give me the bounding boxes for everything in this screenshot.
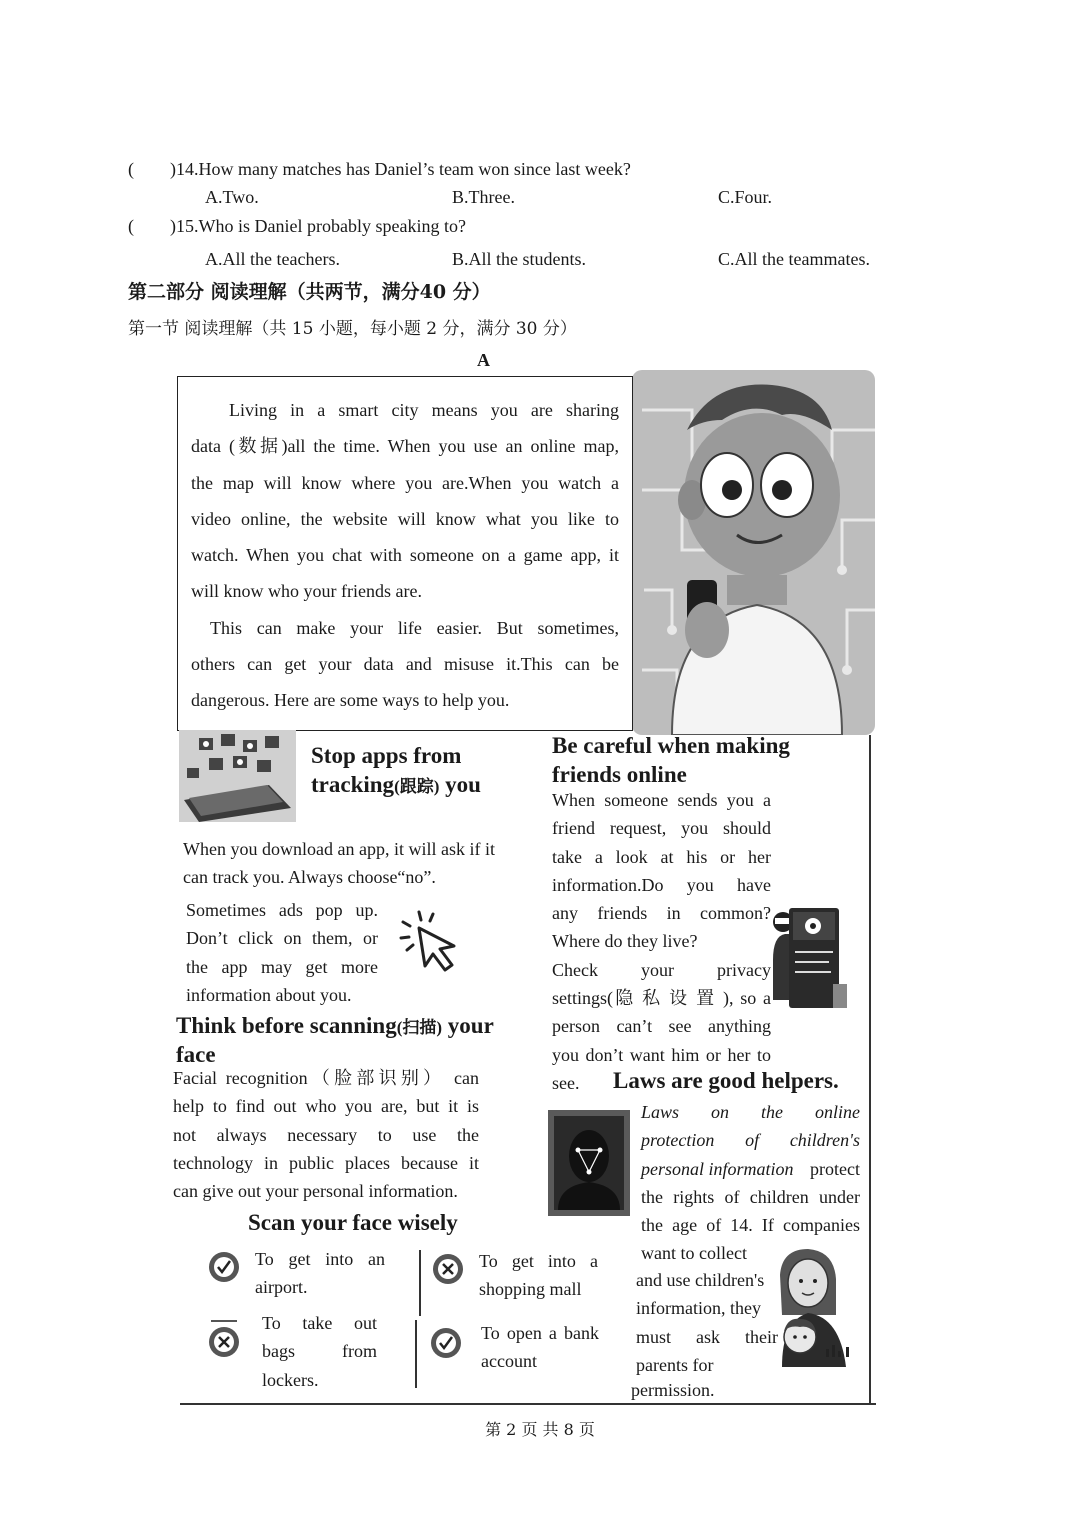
scan-item-airport [255, 1245, 385, 1302]
laws-line: permission. [631, 1380, 715, 1400]
divider [415, 1320, 417, 1388]
laws-line: must ask their [636, 1327, 778, 1347]
scan-item-line: shopping mall [479, 1279, 582, 1300]
intro-line: the map will know where you are.When you watch a [191, 472, 619, 493]
q14-option-a: A.Two. [205, 187, 259, 207]
friends-line: person can’t see anything [552, 1016, 771, 1037]
friends-title-text: Be careful when making [552, 733, 790, 758]
laws-text [641, 1183, 860, 1240]
laws-italic-line: Laws on the online [641, 1102, 860, 1122]
intro-line: This can make your life easier. But sometimes, [210, 617, 619, 638]
tracking-para2-line: information about you. [186, 984, 352, 1005]
scan-item-line: airport. [255, 1277, 308, 1298]
laws-italic-line: personal information [641, 1159, 794, 1179]
friends-line: When someone sends you a [552, 790, 771, 810]
scanning-title-line2: face [176, 1042, 216, 1067]
tracking-title-cn: (跟踪) [394, 777, 440, 796]
scanning-text [173, 1064, 479, 1205]
laws-mixed-line [641, 1155, 860, 1183]
laws-line: want to collect [641, 1243, 747, 1263]
q15-text: 15.Who is Daniel probably speaking to? [176, 216, 466, 236]
tracking-para2-line: Sometimes ads pop up. [186, 900, 378, 920]
tracking-title-line2 [311, 770, 481, 801]
tracking-para2-line: Don’t click on them, or [186, 928, 378, 949]
tracking-para1-line: When you download an app, it will ask if it [183, 839, 495, 859]
parent-child-illustration [774, 1245, 858, 1367]
scanning-line: can give out your personal information. [173, 1181, 458, 1202]
laws-italic-line: protection of children's [641, 1130, 860, 1151]
face-scan-image [548, 1110, 630, 1216]
intro-line: watch. When you chat with someone on a game app, it [191, 545, 619, 566]
check-icon [207, 1250, 241, 1284]
q14-stem [170, 155, 631, 183]
q15-option-b: B.All the students. [452, 249, 586, 269]
laws-line: the age of 14. If companies [641, 1215, 860, 1236]
cursor-click-icon [397, 908, 465, 976]
page-number: 第 2 页 共 8 页 [485, 1420, 595, 1439]
friends-line: any friends in common? [552, 903, 771, 924]
friends-line: Where do they live? [552, 931, 698, 952]
friends-line: take a look at his or her [552, 846, 771, 867]
boy-with-phone-illustration [632, 370, 875, 735]
scan-item-line: To get into an [255, 1249, 385, 1269]
passage-label: A [477, 350, 490, 370]
part-title: 第二部分 阅读理解（共两节，满分40 分） [128, 281, 491, 303]
scanning-title-a: Think before scanning [176, 1013, 397, 1038]
friends-text [552, 786, 771, 1097]
q14-option-c: C.Four. [718, 187, 773, 207]
apps-tablet-image [179, 730, 296, 822]
q15-option-a: A.All the teachers. [205, 249, 340, 269]
scan-item-line: bags from [262, 1341, 377, 1362]
intro-text [191, 392, 619, 719]
scanning-title-cn: (扫描) [396, 1018, 443, 1037]
q14-text: 14.How many matches has Daniel’s team won since last week? [176, 159, 631, 179]
friends-line: you don’t want him or her to [552, 1044, 771, 1065]
scan-item-line: To get into a [479, 1251, 598, 1271]
scan-item-bank [481, 1319, 599, 1376]
cross-icon [207, 1318, 241, 1358]
scan-item-line: To take out [262, 1313, 377, 1333]
laws-line: and use children's [636, 1270, 765, 1290]
scanning-title-line1 [176, 1011, 494, 1042]
tracking-para2-line: the app may get more [186, 956, 378, 977]
intro-line: data (数据)all the time. When you use an online map, [191, 436, 619, 457]
laws-line: parents for [636, 1355, 714, 1375]
scan-item-line: To open a bank [481, 1323, 599, 1343]
friends-title-line2: friends online [552, 762, 687, 787]
q15-stem [170, 212, 466, 240]
laws-tail: protect [810, 1159, 860, 1179]
tracking-title-line1: Stop apps from [311, 743, 462, 768]
friends-line: information.Do you have [552, 874, 771, 895]
scan-wisely-title: Scan your face wisely [248, 1210, 458, 1235]
section-subtitle: 第一节 阅读理解（共 15 小题，每小题 2 分，满分 30 分） [128, 319, 577, 339]
laws-line-wrap [636, 1323, 778, 1351]
laws-italic-text [641, 1098, 860, 1155]
tracking-para2 [186, 896, 378, 1009]
scanning-line: technology in public places because it [173, 1152, 479, 1173]
friends-line: Check your privacy [552, 959, 771, 980]
q15-paren: ( [128, 216, 134, 236]
laws-title: Laws are good helpers. [613, 1068, 839, 1093]
check-icon [429, 1326, 463, 1360]
scanning-line: Facial recognition（脸部识别） can [173, 1068, 479, 1088]
intro-line: others can get your data and misuse it.This can be [191, 654, 619, 675]
friends-line: see. [552, 1072, 580, 1093]
q15-close: ) [170, 216, 176, 236]
scan-item-line: account [481, 1351, 537, 1372]
q14-paren: ( [128, 159, 134, 179]
scan-item-mall [479, 1247, 598, 1304]
laws-line: information, they [636, 1298, 761, 1318]
scanning-line: help to find out who you are, but it is [173, 1096, 479, 1117]
scanning-title-b: your [442, 1013, 494, 1038]
q15-option-c: C.All the teammates. [718, 249, 870, 269]
divider [419, 1250, 421, 1316]
hacker-laptop-icon [773, 900, 849, 1012]
friends-line: settings(隐 私 设 置 ), so a [552, 988, 771, 1009]
q14-close: ) [170, 159, 176, 179]
frame-bottom-line [180, 1403, 876, 1405]
tracking-title-you: you [439, 772, 481, 797]
scanning-line: not always necessary to use the [173, 1124, 479, 1145]
laws-line: the rights of children under [641, 1187, 860, 1207]
tracking-title-word: tracking [311, 772, 395, 797]
intro-line: dangerous. Here are some ways to help you. [191, 690, 510, 711]
cross-icon [431, 1252, 465, 1286]
scan-item-line: lockers. [262, 1369, 319, 1390]
intro-line: will know who your friends are. [191, 581, 422, 602]
scan-item-lockers [262, 1309, 377, 1394]
intro-line: video online, the website will know what you like to [191, 508, 619, 529]
intro-line: Living in a smart city means you are sharing [229, 400, 619, 420]
frame-right-line [869, 735, 871, 1405]
q14-option-b: B.Three. [452, 187, 515, 207]
friends-title-line1 [552, 731, 842, 760]
friends-line: friend request, you should [552, 818, 771, 839]
tracking-para1-line: can track you. Always choose“no”. [183, 867, 436, 887]
